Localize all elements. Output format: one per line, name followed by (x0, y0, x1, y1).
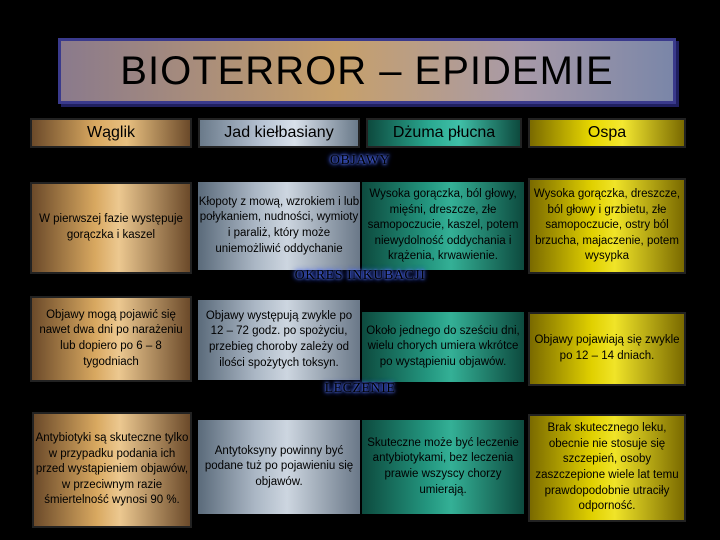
section-incubation: OKRES INKUBACJI (294, 268, 426, 283)
title-box (58, 38, 676, 104)
section-symptoms: OBJAWY (329, 153, 391, 168)
incubation-anthrax: Objawy mogą pojawić się nawet dwa dni po narażeniu lub dopiero po 6 – 8 tygodniach (30, 296, 192, 382)
symptoms-smallpox: Wysoka gorączka, dreszcze, ból głowy i grzbietu, złe samopoczucie, ostry ból brzucha, majaczenie, potem wysypka (528, 178, 686, 274)
treatment-plague: Skuteczne może być leczenie antybiotykami, bez leczenia prawie wszyscy chorzy umierają. (362, 420, 524, 514)
symptoms-plague: Wysoka gorączka, ból głowy, mięśni, dreszcze, złe samopoczucie, kaszel, potem niewydolność oddychania i krążenia, krwawienie. (362, 182, 524, 270)
treatment-botulinum: Antytoksyny powinny być podane tuż po pojawieniu się objawów. (198, 420, 360, 514)
symptoms-anthrax: W pierwszej fazie występuje gorączka i kaszel (30, 182, 192, 274)
treatment-anthrax: Antybiotyki są skuteczne tylko w przypadku podania ich przed wystąpieniem objawów, w przeciwnym razie śmiertelność wynosi 90 %. (32, 412, 192, 528)
header-botulinum: Jad kiełbasiany (198, 118, 360, 148)
symptoms-botulinum: Kłopoty z mową, wzrokiem i lub połykaniem, nudności, wymioty i paraliż, który może uniemożliwić oddychanie (198, 182, 360, 270)
page-title: BIOTERROR – EPIDEMIE (120, 48, 614, 93)
header-anthrax: Wąglik (30, 118, 192, 148)
header-smallpox: Ospa (528, 118, 686, 148)
treatment-smallpox: Brak skutecznego leku, obecnie nie stosuje się szczepień, osoby zaszczepione wiele lat temu prawdopodobnie utraciły odporność. (528, 414, 686, 522)
section-treatment: LECZENIE (324, 381, 396, 396)
incubation-botulinum: Objawy występują zwykle po 12 – 72 godz. po spożyciu, przebieg choroby zależy od ilości spożytych toksyn. (198, 300, 360, 380)
incubation-smallpox: Objawy pojawiają się zwykle po 12 – 14 dniach. (528, 312, 686, 386)
incubation-plague: Około jednego do sześciu dni, wielu chorych umiera wkrótce po wystąpieniu objawów. (362, 312, 524, 382)
header-plague: Dżuma płucna (366, 118, 522, 148)
